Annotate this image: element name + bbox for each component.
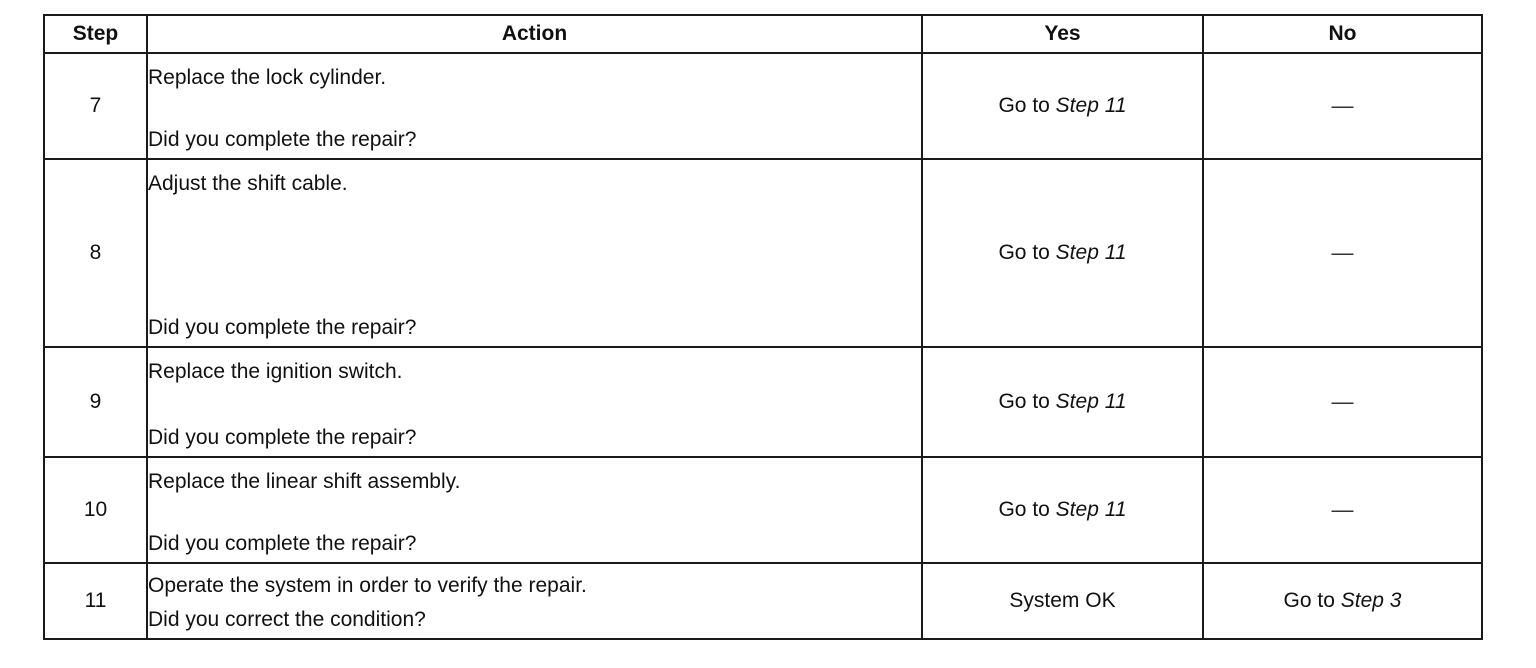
header-no: No (1203, 15, 1482, 53)
no-cell: — (1203, 159, 1482, 347)
action-cell (147, 457, 922, 563)
action-question: Did you complete the repair? (148, 316, 417, 339)
table-row (44, 347, 1482, 457)
header-step: Step (44, 15, 147, 53)
table-row (44, 563, 1482, 639)
action-instruction: Replace the linear shift assembly. (148, 470, 461, 493)
yes-step-ref: Step 11 (1055, 94, 1127, 117)
header-row (44, 15, 1482, 53)
action-question: Did you complete the repair? (148, 532, 417, 555)
no-prefix: Go to (1283, 589, 1341, 612)
action-question: Did you complete the repair? (148, 426, 417, 449)
no-cell (1203, 563, 1482, 639)
no-cell: — (1203, 457, 1482, 563)
step-number: 11 (44, 563, 147, 639)
step-number: 7 (44, 53, 147, 159)
yes-prefix: Go to (998, 94, 1056, 117)
action-instruction: Replace the ignition switch. (148, 360, 403, 383)
yes-step-ref: Step 11 (1055, 390, 1127, 413)
action-instruction: Adjust the shift cable. (148, 172, 348, 195)
action-cell (147, 53, 922, 159)
step-number: 10 (44, 457, 147, 563)
step-number: 9 (44, 347, 147, 457)
yes-step-ref: Step 11 (1055, 498, 1127, 521)
yes-prefix: Go to (998, 241, 1056, 264)
action-question: Did you complete the repair? (148, 128, 417, 151)
yes-cell (922, 53, 1203, 159)
action-cell (147, 563, 922, 639)
step-number: 8 (44, 159, 147, 347)
yes-step-ref: Step 11 (1055, 241, 1127, 264)
no-cell: — (1203, 347, 1482, 457)
yes-cell: System OK (922, 563, 1203, 639)
action-instruction: Operate the system in order to verify the repair. (148, 574, 587, 597)
diagnostic-table (43, 14, 1483, 640)
header-yes: Yes (922, 15, 1203, 53)
yes-cell (922, 159, 1203, 347)
yes-prefix: Go to (998, 498, 1056, 521)
table-row (44, 457, 1482, 563)
yes-cell (922, 347, 1203, 457)
no-step-ref: Step 3 (1340, 589, 1402, 612)
action-instruction: Replace the lock cylinder. (148, 66, 387, 89)
table-row (44, 159, 1482, 347)
table-row (44, 53, 1482, 159)
no-cell: — (1203, 53, 1482, 159)
action-question: Did you correct the condition? (148, 608, 426, 631)
yes-cell (922, 457, 1203, 563)
action-cell (147, 347, 922, 457)
action-cell (147, 159, 922, 347)
yes-prefix: Go to (998, 390, 1056, 413)
header-action: Action (147, 15, 922, 53)
